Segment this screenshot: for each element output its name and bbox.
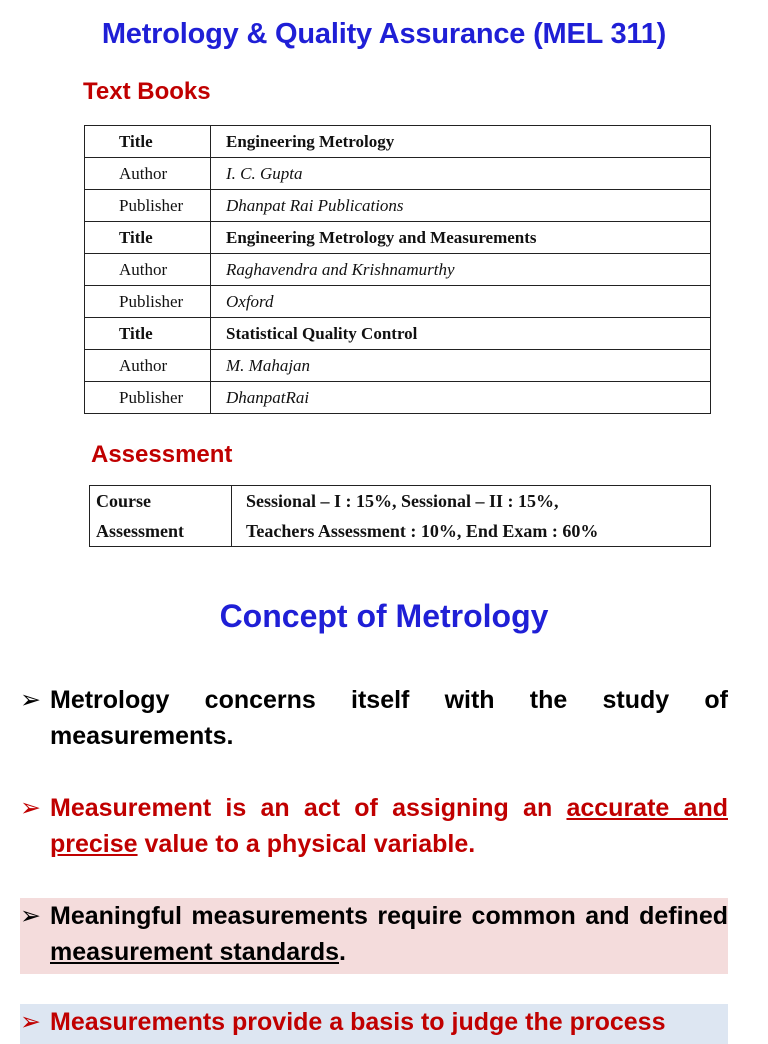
book-title: Engineering Metrology [211, 126, 711, 158]
assessment-label [90, 486, 232, 547]
author-label: Author [85, 254, 211, 286]
bullet-text-before: Measurement is an act of assigning an [50, 794, 567, 822]
book-author: M. Mahajan [211, 350, 711, 382]
bullet-item [20, 790, 728, 862]
bullet-text [50, 790, 728, 862]
assessment-value-line1: Sessional – I : 15%, Sessional – II : 15%, [246, 491, 559, 511]
bullet-item [20, 682, 728, 754]
table-row [85, 382, 711, 414]
publisher-label: Publisher [85, 382, 211, 414]
textbooks-heading: Text Books [83, 78, 211, 105]
page-title: Metrology & Quality Assurance (MEL 311) [101, 18, 667, 50]
arrow-bullet-icon: ➢ [20, 1008, 41, 1036]
book-publisher: Oxford [211, 286, 711, 318]
assessment-heading: Assessment [91, 441, 233, 468]
table-row [85, 254, 711, 286]
publisher-label: Publisher [85, 190, 211, 222]
bullet-item [20, 898, 728, 974]
table-row [85, 158, 711, 190]
assessment-value [232, 486, 711, 547]
table-row [85, 222, 711, 254]
book-author: I. C. Gupta [211, 158, 711, 190]
concept-heading: Concept of Metrology [219, 598, 549, 634]
book-publisher: Dhanpat Rai Publications [211, 190, 711, 222]
underlined-phrase: accurate and precise [50, 794, 728, 858]
bullet-text: Metrology concerns itself with the study of measurements. [50, 686, 728, 750]
book-author: Raghavendra and Krishnamurthy [211, 254, 711, 286]
table-row [85, 126, 711, 158]
author-label: Author [85, 350, 211, 382]
arrow-bullet-icon: ➢ [20, 686, 41, 714]
bullet-text [50, 898, 728, 970]
bullet-text: Measurements provide a basis to judge the process [50, 1008, 666, 1036]
bullet-item [20, 1004, 728, 1044]
title-label: Title [85, 222, 211, 254]
table-row [85, 350, 711, 382]
bullet-text-before: Meaningful measurements require common and defined [50, 902, 728, 930]
table-row [85, 318, 711, 350]
book-title: Statistical Quality Control [211, 318, 711, 350]
assessment-table [89, 485, 711, 547]
bullet-text-after: value to a physical variable. [137, 830, 476, 858]
arrow-bullet-icon: ➢ [20, 902, 41, 930]
textbooks-table [84, 125, 711, 414]
arrow-bullet-icon: ➢ [20, 794, 41, 822]
table-row [85, 190, 711, 222]
assessment-label-line2: Assessment [96, 521, 184, 541]
author-label: Author [85, 158, 211, 190]
book-publisher: DhanpatRai [211, 382, 711, 414]
table-row [85, 286, 711, 318]
title-label: Title [85, 126, 211, 158]
assessment-value-line2: Teachers Assessment : 10%, End Exam : 60% [246, 521, 599, 541]
publisher-label: Publisher [85, 286, 211, 318]
title-label: Title [85, 318, 211, 350]
table-row [90, 486, 711, 547]
book-title: Engineering Metrology and Measurements [211, 222, 711, 254]
bullet-text-after: . [339, 938, 346, 966]
assessment-label-line1: Course [96, 491, 151, 511]
underlined-phrase: measurement standards [50, 938, 340, 966]
